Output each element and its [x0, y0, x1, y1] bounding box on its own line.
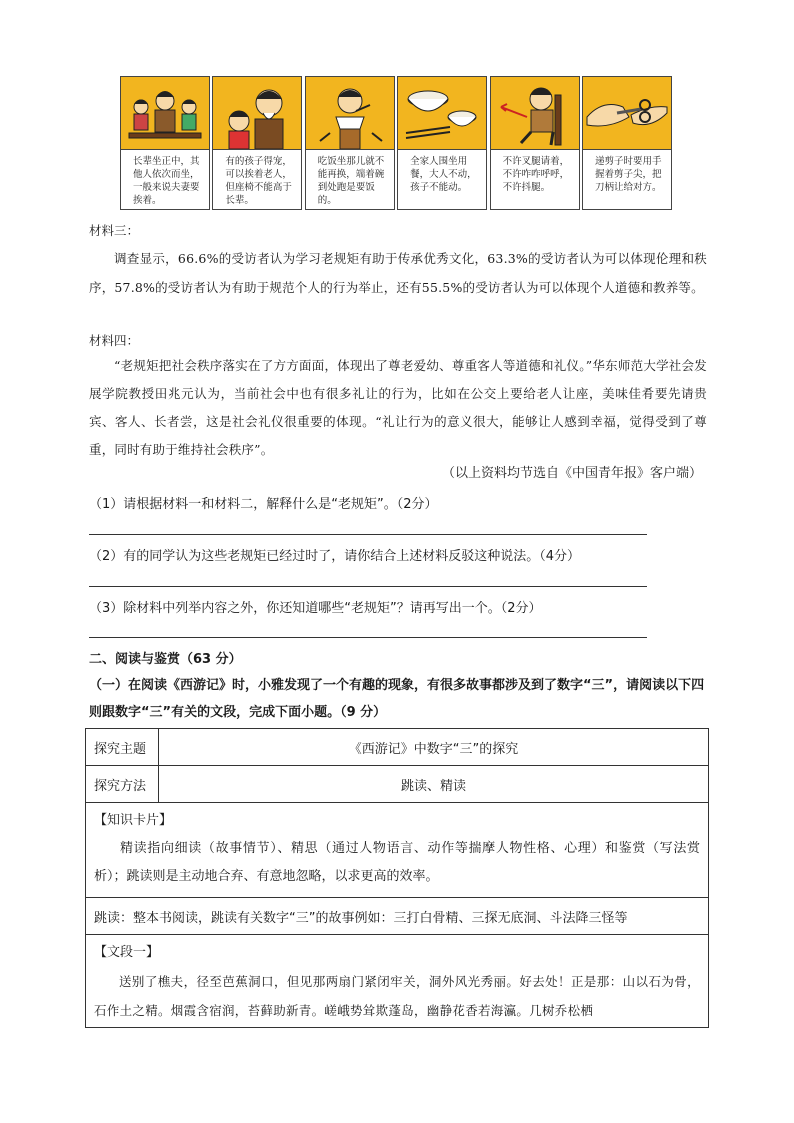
comic-strip [120, 76, 672, 210]
comic-panel-4 [397, 76, 487, 210]
method-value: 跳读、精读 [159, 766, 709, 803]
comic-caption: 有的孩子得宠，可以挨着老人，但座椅不能高于长辈。 [225, 156, 292, 206]
text-segment-1 [86, 935, 709, 1028]
material4-label: 材料四： [89, 333, 140, 348]
elder-child-icon [213, 77, 301, 150]
exploration-table [85, 728, 709, 1028]
comic-caption: 吃饭坐那儿就不能再换，端着碗到处跑是要饭的。 [317, 156, 385, 206]
section-intro: （一）在阅读《西游记》时，小雅发现了一个有趣的现象，有很多故事都涉及到了数字“三”，请阅读以下四则跟数字“三”有关的文段，完成下面小题。（9 分） [89, 678, 705, 720]
material4-text: “老规矩把社会秩序落实在了方方面面，体现出了尊老爱幼、尊重客人等道德和礼仪。”华东师范大学社会发展学院教授田兆元认为，当前社会中也有很多礼让的行为，比如在公交上要给老人让座，美味佳肴要先请贵宾、客人、长者尝，这是社会礼仪很重要的体现。“礼让行为的意义很大，能够让人感到幸福，觉得受到了尊重，同时有助于维持社会秩序”。 [89, 358, 707, 457]
family-dining-icon [121, 77, 209, 150]
answer-line-2[interactable] [89, 586, 647, 587]
material3-label: 材料三： [89, 223, 140, 238]
question-3: （3）除材料中列举内容之外，你还知道哪些“老规矩”？请再写出一个。（2分） [89, 601, 542, 616]
material3-paragraph [89, 244, 707, 302]
source-note: （以上资料均节选自《中国青年报》客户端） [441, 466, 702, 481]
eating-bowl-icon [306, 77, 394, 150]
rice-bowl-chopsticks-icon [398, 77, 486, 150]
section-title: 二、阅读与鉴赏（63 分） [89, 652, 242, 667]
answer-line-1[interactable] [89, 534, 647, 535]
comic-panel-6 [582, 76, 672, 210]
knowledge-card [86, 803, 709, 898]
comic-panel-3 [305, 76, 395, 210]
passing-scissors-icon [583, 77, 671, 150]
comic-caption: 长辈坐正中，其他人依次而坐，一般来说夫妻要挨着。 [133, 156, 200, 206]
skim-reading-row: 跳读：整本书阅读，跳读有关数字“三”的故事例如：三打白骨精、三探无底洞、斗法降三怪等 [86, 898, 709, 935]
comic-panel-2 [212, 76, 302, 210]
knowledge-card-title: 【知识卡片】 [94, 813, 173, 828]
theme-key: 探究主题 [86, 729, 159, 766]
segment-title: 【文段一】 [94, 945, 160, 960]
comic-caption: 递剪子时要用手握着剪子尖，把刀柄让给对方。 [594, 156, 662, 193]
comic-caption: 全家人围坐用餐，大人不动，孩子不能动。 [410, 156, 477, 193]
question-1: （1）请根据材料一和材料二，解释什么是“老规矩”。（2分） [89, 497, 438, 512]
answer-line-3[interactable] [89, 637, 647, 638]
material3-text: 调查显示，66.6%的受访者认为学习老规矩有助于传承优秀文化，63.3%的受访者认为可以体现伦理和秩序，57.8%的受访者认为有助于规范个人的行为举止，还有55.5%的受访者认为可以体现个人道德和教养等。 [89, 251, 707, 295]
segment-text: 送别了樵夫，径至芭蕉洞口，但见那两扇门紧闭牢关，洞外风光秀丽。好去处！正是那：山以石为骨，石作土之精。烟霞含宿润，苔藓助新青。嵯峨势耸欺蓬岛，幽静花香若海瀛。几树乔松栖 [94, 974, 700, 1018]
knowledge-card-text: 精读指向细读（故事情节）、精思（通过人物语言、动作等揣摩人物性格、心理）和鉴赏（写法赏析）；跳读则是主动地合弃、有意地忽略，以求更高的效率。 [94, 841, 700, 884]
question-2: （2）有的同学认为这些老规矩已经过时了，请你结合上述材料反驳这种说法。（4分） [89, 549, 581, 564]
sitting-man-icon [491, 77, 579, 150]
comic-caption: 不许叉腿请着，不许咋咋呼呼，不许抖腿。 [502, 156, 570, 193]
theme-value: 《西游记》中数字“三”的探究 [159, 729, 709, 766]
material4-paragraph [89, 352, 707, 464]
comic-panel-1 [120, 76, 210, 210]
method-key: 探究方法 [86, 766, 159, 803]
comic-panel-5 [490, 76, 580, 210]
